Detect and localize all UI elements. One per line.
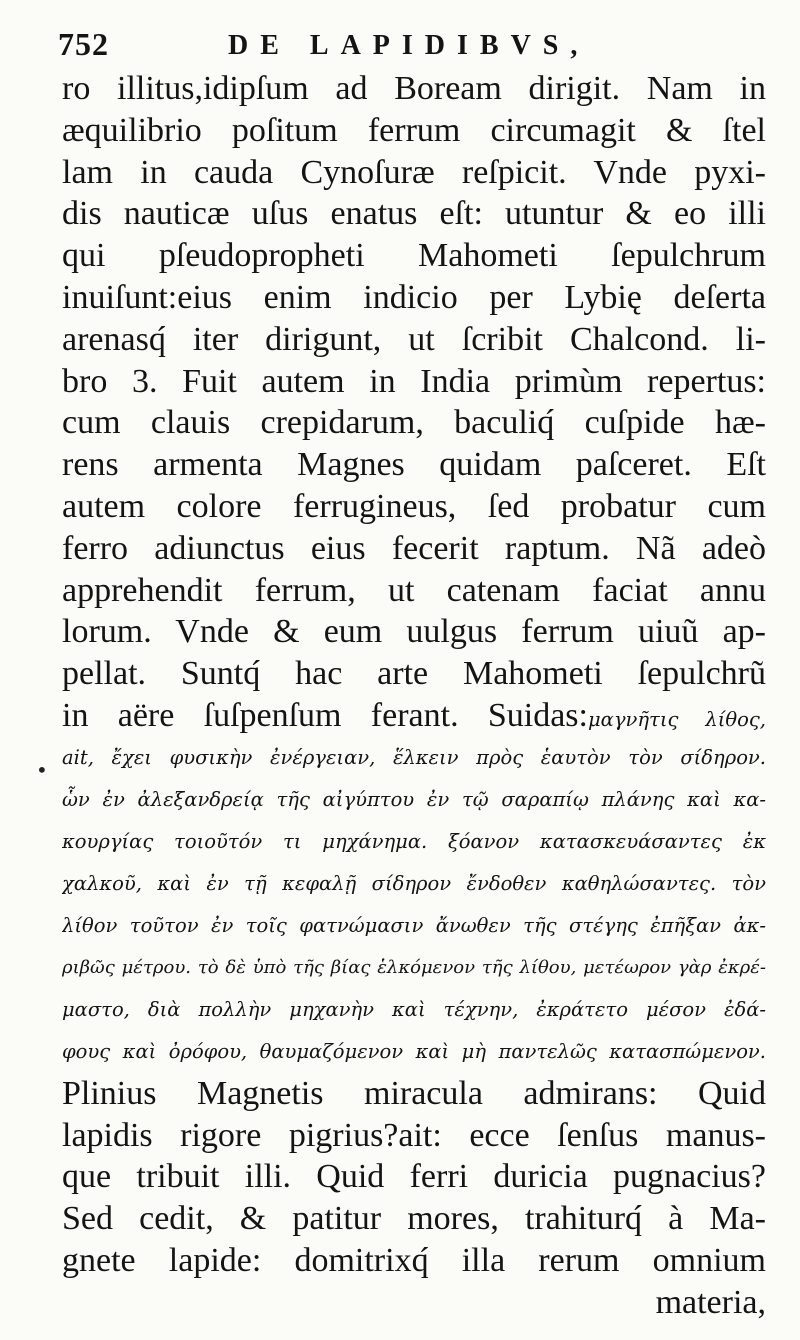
page-number: 752 [58,26,109,62]
suidas-latin: in aëre ſuſpenſum ferant. Suidas: [62,696,588,734]
text-line: qui pſeudopropheti Mahometi ſepulchrum [62,237,766,275]
greek-line: κουργίας τοιοῦτόν τι μηχάνημα. ξόανον κατασκευάσαντες ἐκ [62,829,766,853]
greek-line: μαστο, διὰ πολλὴν μηχανὴν καὶ τέχνην, ἐκράτετο μέσον ἐδά- [62,997,766,1021]
text-line: Sed cedit, & patitur mores, trahiturq́ à Ma- [62,1200,766,1238]
text-line: lam in cauda Cynoſuræ reſpicit. Vnde pyxi- [62,153,766,191]
greek-line: ριβῶς μέτρου. τὸ δὲ ὑπὸ τῆς βίας ἑλκόμενον τῆς λίθου, μετέωρον γὰρ ἐκρέ- [62,956,766,978]
catchword: materia, [655,1283,766,1321]
page-header [58,20,758,70]
text-line: ro illitus,idipſum ad Boream dirigit. Nam in [62,70,766,107]
margin-mark: • [36,758,48,782]
text-line: inuiſunt:eius enim indicio per Lybię deſerta [62,278,766,316]
greek-line: ait, ἔχει φυσικὴν ἐνέργειαν, ἕλκειν πρὸς ἑαυτὸν τὸν σίδηρον. [62,745,766,769]
text-line: arenasq́ iter dirigunt, ut ſcribit Chalcond. li- [62,320,766,358]
text-line: lapidis rigore pigrius?ait: ecce ſenſus manus- [62,1116,766,1154]
suidas-line [62,695,766,737]
text-line: lorum. Vnde & eum uulgus ferrum uiuũ ap- [62,613,766,651]
text-line: que tribuit illi. Quid ferri duricia pugnacius? [62,1158,766,1196]
text-line: bro 3. Fuit autem in India primùm repertus: [62,362,766,400]
suidas-greek: μαγνῆτις λίθος, [588,707,766,731]
body-text [62,68,766,1324]
text-line: dis nauticæ uſus enatus eſt: utuntur & eo illi [62,195,766,233]
text-line: ferro adiunctus eius fecerit raptum. Nã adeò [62,529,766,567]
text-line: autem colore ferrugineus, ſed probatur cum [62,487,766,525]
greek-line: ὧν ἐν ἀλεξανδρείᾳ τῆς αἰγύπτου ἐν τῷ σαραπίῳ πλάνης καὶ κα- [62,787,766,811]
greek-line: λίθον τοῦτον ἐν τοῖς φατνώμασιν ἄνωθεν τῆς στέγης ἐπῆξαν ἀκ- [62,913,766,937]
text-line: apprehendit ferrum, ut catenam faciat annu [62,571,766,609]
text-line: æquilibrio poſitum ferrum circumagit & ſtel [62,111,766,149]
text-line: rens armenta Magnes quidam paſceret. Eſt [62,446,766,484]
greek-line: φους καὶ ὀρόφου, θαυμαζόμενον καὶ μὴ παντελῶς κατασπώμενον. [62,1039,766,1063]
text-line: Plinius Magnetis miracula admirans: Quid [62,1074,766,1112]
text-line: gnete lapide: domitrixq́ illa rerum omnium [62,1241,766,1279]
text-line: cum clauis crepidarum, baculiq́ cuſpide hæ- [62,404,766,442]
text-line: pellat. Suntq́ hac arte Mahometi ſepulchrũ [62,655,766,693]
greek-line: χαλκοῦ, καὶ ἐν τῇ κεφαλῇ σίδηρον ἔνδοθεν καθηλώσαντες. τὸν [62,871,766,895]
running-title: DE LAPIDIBVS, [228,30,590,61]
